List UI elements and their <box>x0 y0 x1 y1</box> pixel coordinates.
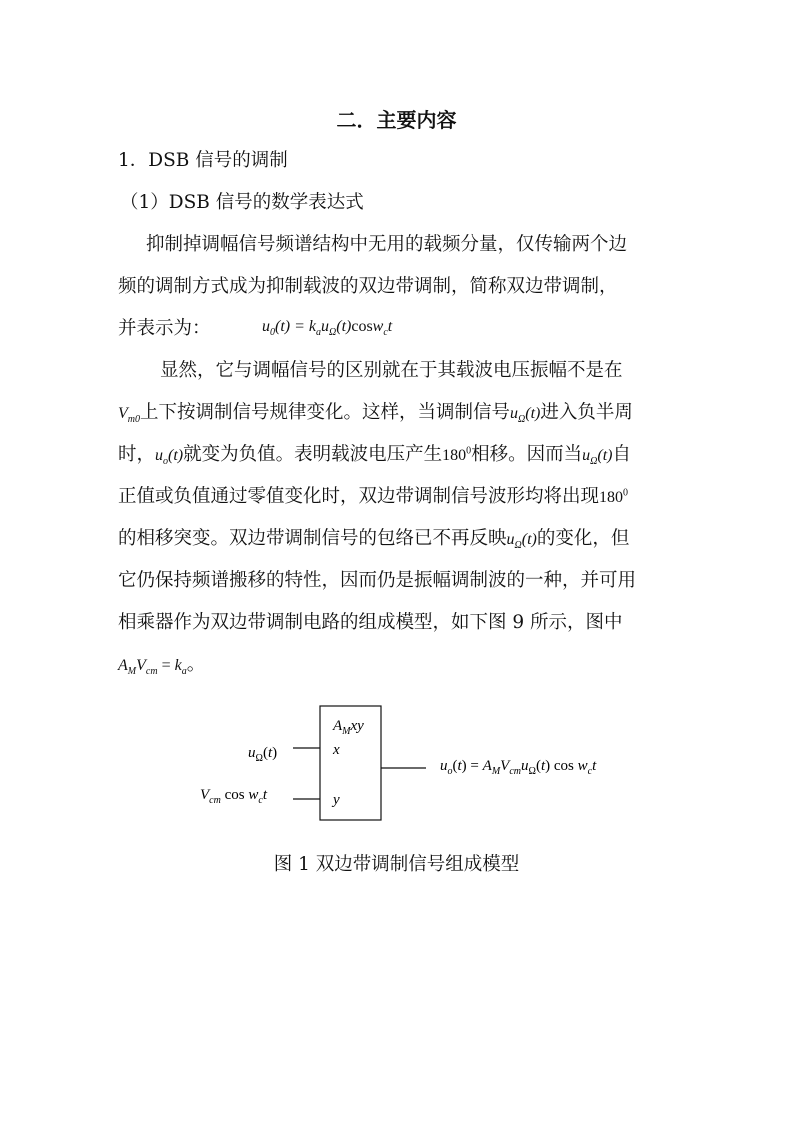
formula-dsb: $u_0(t) = k_au_\Omega(t)\cos w_ct$ <box>262 318 393 339</box>
symbol-vm0: $V_{m0}$ <box>118 405 141 426</box>
para2-line5-a: 的相移突变。双边带调制信号的包络已不再反映 <box>118 528 507 549</box>
formula-am-vcm-ka: $A_MV_{cm} = k_a$ <box>118 657 187 678</box>
para2-line1: 显然，它与调幅信号的区别就在于其载波电压振幅不是在 <box>160 360 623 381</box>
symbol-u-omega: $u_\Omega(t)$ <box>510 405 541 426</box>
para2-line3-b: 就变为负值。表明载波电压产生 <box>183 444 443 465</box>
para1-line1: 抑制掉调幅信号频谱结构中无用的载频分量，仅传输两个边 <box>146 234 628 255</box>
para2-line6: 它仍保持频谱搬移的特性，因而仍是振幅调制波的一种，并可用 <box>118 570 637 591</box>
para2-line2-a: 上下按调制信号规律变化。这样，当调制信号 <box>140 402 511 423</box>
section-title: 二．主要内容 <box>336 108 457 132</box>
heading-dsb-modulation: 1．DSB 信号的调制 <box>118 150 288 171</box>
degree-180: $180^0$ <box>442 445 472 464</box>
para2-line7: 相乘器作为双边带调制电路的组成模型，如下图 9 所示，图中 <box>118 612 623 633</box>
para2-line3-d: 自 <box>612 444 632 465</box>
left-input-carrier: $V_{cm}$ $\cos w_ct$ <box>200 787 267 806</box>
degree-180-b: $180^0$ <box>599 487 629 506</box>
left-input-u-omega: $u_\Omega(t)$ <box>248 745 278 764</box>
symbol-u-omega-3: $u_\Omega(t)$ <box>506 531 537 552</box>
para2-line5-b: 的变化，但 <box>536 528 630 549</box>
symbol-u-omega-2: $u_\Omega(t)$ <box>582 447 613 468</box>
para2-line3-a: 时， <box>118 444 156 465</box>
para2-line8-tail: 。 <box>186 654 206 675</box>
symbol-uo: $u_o(t)$ <box>155 447 184 468</box>
para2-line4-a: 正值或负值通过零值变化时，双边带调制信号波形均将出现 <box>118 486 600 507</box>
figure-caption: 图 1 双边带调制信号组成模型 <box>273 854 520 875</box>
box-label-amxy: $A_Mxy$ <box>333 718 364 737</box>
para1-line3-prefix: 并表示为： <box>118 318 211 339</box>
box-input-y: y <box>333 792 340 808</box>
para2-line2-b: 进入负半周 <box>540 402 633 423</box>
heading-dsb-expression: （1）DSB 信号的数学表达式 <box>120 192 364 213</box>
output-formula: $u_o(t) = A_MV_{cm}u_\Omega(t)$ $\cos w_ct$ <box>440 758 597 777</box>
para1-line2: 频的调制方式成为抑制载波的双边带调制，简称双边带调制， <box>118 276 618 297</box>
para2-line3-c: 相移。因而当 <box>471 444 583 465</box>
box-input-x: x <box>333 742 340 758</box>
